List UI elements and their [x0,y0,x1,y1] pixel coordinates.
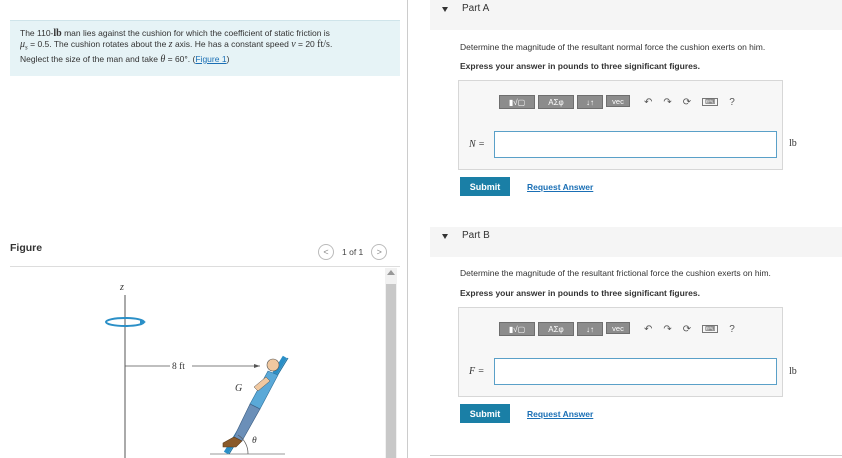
keyboard-icon[interactable]: ⌨ [702,325,718,333]
part-a-answer-input[interactable] [494,131,777,158]
part-a-answer-panel [458,80,783,170]
keyboard-icon[interactable]: ⌨ [702,98,718,106]
part-b-variable-label: F = [469,366,485,377]
part-b-toolbar [499,322,735,336]
vector-button[interactable]: vec [606,322,630,334]
reset-icon[interactable]: ⟳ [682,96,692,108]
next-figure-button[interactable] [371,244,387,260]
prev-figure-button[interactable] [318,244,334,260]
greek-symbols-button[interactable]: ΑΣφ [538,95,574,109]
part-a-variable-label: N = [469,139,485,150]
chevron-left-icon: < [323,247,329,257]
templates-button[interactable]: ▮√▢ [499,322,535,336]
figure-heading: Figure [10,242,43,254]
cushion-diagram [90,275,300,458]
bottom-divider [430,455,842,456]
part-b-question: Determine the magnitude of the resultant frictional force the cushion exerts on him. [460,268,771,278]
chevron-right-icon: > [376,247,382,257]
part-b-title: Part B [462,230,490,241]
part-b-instruction: Express your answer in pounds to three significant figures. [460,288,700,298]
part-a-request-answer-link[interactable]: Request Answer [527,182,594,192]
undo-icon[interactable]: ↶ [644,323,653,335]
z-axis-label: z [120,282,124,293]
mu-symbol: μ [20,39,26,50]
problem-line-3: Neglect the size of the man and take θ = 60°. (Figure 1) [20,53,230,65]
part-b-request-answer-link[interactable]: Request Answer [527,409,594,419]
part-b-header[interactable] [430,227,842,257]
help-icon[interactable]: ? [729,323,735,335]
problem-line-2: $\mu_s = 0.5$. The cushion rotates about the z axis. He has a constant speed v = 20 ft/s. [20,39,333,52]
part-a-instruction: Express your answer in pounds to three significant figures. [460,61,700,71]
part-a-unit: lb [789,138,797,149]
part-b-submit-button[interactable]: Submit [460,404,510,423]
scroll-up-icon[interactable] [387,270,395,275]
figure-pager [318,244,387,260]
figure-scrollbar[interactable] [385,268,397,458]
subscript-superscript-button[interactable]: ↓↑ [577,322,603,336]
collapse-triangle-icon[interactable] [442,234,448,239]
part-b-answer-input[interactable] [494,358,777,385]
greek-symbols-button[interactable]: ΑΣφ [538,322,574,336]
part-a-question: Determine the magnitude of the resultant normal force the cushion exerts on him. [460,42,766,52]
collapse-triangle-icon[interactable] [442,7,448,12]
figure-link[interactable]: Figure 1 [195,53,227,64]
pane-divider [407,0,408,458]
part-b-answer-panel [458,307,783,397]
center-of-gravity-label: G [235,383,243,394]
redo-icon[interactable]: ↷ [663,96,672,108]
help-icon[interactable]: ? [729,96,735,108]
part-a-header[interactable] [430,0,842,30]
vector-button[interactable]: vec [606,95,630,107]
theta-label: θ [252,436,257,446]
figure-page-count: 1 of 1 [342,247,364,257]
part-a-toolbar [499,95,735,109]
subscript-superscript-button[interactable]: ↓↑ [577,95,603,109]
problem-statement [10,20,400,76]
weight-unit: lb [53,28,62,39]
distance-label: 8 ft [172,362,185,372]
part-a-title: Part A [462,3,490,14]
part-a-submit-button[interactable]: Submit [460,177,510,196]
scroll-thumb[interactable] [386,284,396,458]
templates-button[interactable]: ▮√▢ [499,95,535,109]
problem-line-1: The 110-lb man lies against the cushion for which the coefficient of static friction is [20,28,330,39]
part-b-unit: lb [789,366,797,377]
figure-divider [10,266,400,267]
man-torso [250,371,278,409]
undo-icon[interactable]: ↶ [644,96,653,108]
man-head [267,359,279,371]
redo-icon[interactable]: ↷ [663,323,672,335]
reset-icon[interactable]: ⟳ [682,323,692,335]
dimension-arrowhead-icon [254,364,260,368]
man-figure [223,359,279,447]
